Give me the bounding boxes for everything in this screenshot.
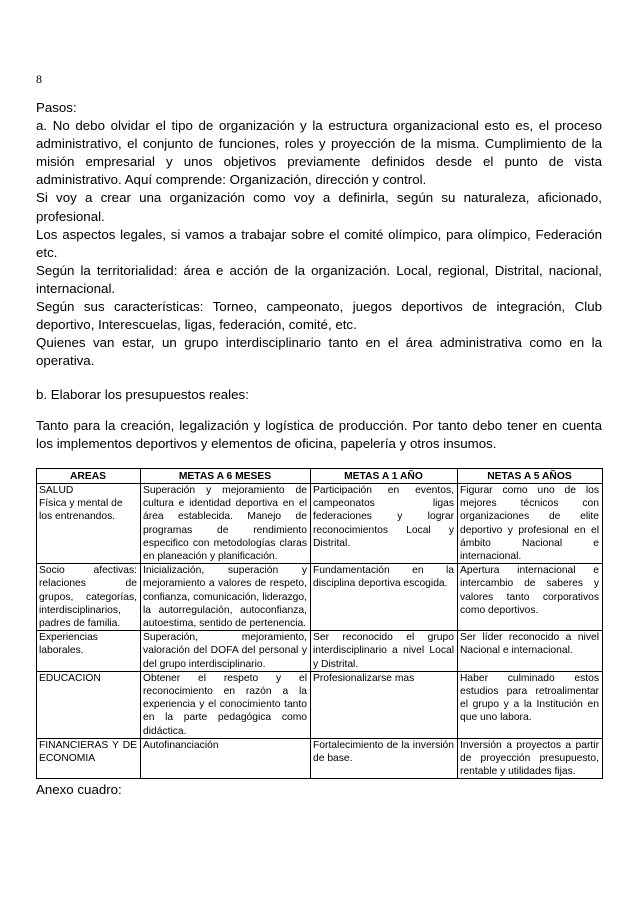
paragraph-quienes: Quienes van estar, un grupo interdisciplinario tanto en el área administrativa como en la operativa. — [36, 335, 602, 369]
table-cell: Fundamentación en la disciplina deportiva escogida. — [311, 564, 458, 631]
paragraph-b: b. Elaborar los presupuestos reales: — [36, 387, 249, 403]
table-cell: Inversión a proyectos a partir de proyección presupuesto, rentable y utilidades fijas. — [458, 738, 603, 779]
table-cell: FINANCIERAS Y DE ECONOMIA — [37, 738, 141, 779]
document-body — [36, 99, 602, 799]
table-cell: Profesionalizarse mas — [311, 671, 458, 738]
table-cell: Superación y mejoramiento de cultura e identidad deportiva en el área establecida. Manejo de programas de rendimiento especifico con metodologías claras en planeación y planificación. — [141, 483, 311, 563]
table-cell: Autofinanciación — [141, 738, 311, 779]
header-areas: AREAS — [37, 468, 141, 483]
table-cell: Haber culminado estos estudios para retroalimentar el grupo y a la Institución en que uno labora. — [458, 671, 603, 738]
header-1-year: METAS A 1 AÑO — [311, 468, 458, 483]
table-cell: Figurar como uno de los mejores técnicos con organizaciones de elite deportivo y profesional en el ámbito Nacional e internacional. — [458, 483, 603, 563]
table-cell: Apertura internacional e intercambio de saberes y valores tanto corporativos como deportivos. — [458, 564, 603, 631]
page-number: 8 — [36, 72, 42, 86]
table-cell: Fortalecimiento de la inversión de base. — [311, 738, 458, 779]
table-cell: EDUCACION — [37, 671, 141, 738]
paragraph-caracteristicas: Según sus características: Torneo, campeonato, juegos deportivos de integración, Club deportivo, Interescuelas, ligas, federación, comité, etc. — [36, 299, 602, 333]
table-cell: Ser líder reconocido a nivel Nacional e internacional. — [458, 631, 603, 672]
paragraph-a: a. No debo olvidar el tipo de organización y la estructura organizacional esto es, el proceso administrativo, el conjunto de funciones, roles y proyección de la misma. Cumplimiento de la misión empresarial y unos objetivos previamente definidos desde el punto de vista administrativo. Aquí comprende: Organización, dirección y control. — [36, 118, 602, 188]
table-cell: Socio afectivas: relaciones de grupos, categorías, interdisciplinarios, padres de familia. — [37, 564, 141, 631]
table-row — [37, 631, 603, 672]
table-row — [37, 483, 603, 563]
paragraph-territorialidad: Según la territorialidad: área e acción de la organización. Local, regional, Distrital, nacional, internacional. — [36, 262, 602, 296]
table-row — [37, 738, 603, 779]
table-cell: Participación en eventos, campeonatos ligas federaciones y lograr reconocimientos Local y Distrital. — [311, 483, 458, 563]
header-6-months: METAS A 6 MESES — [141, 468, 311, 483]
table-cell: Superación, mejoramiento, valoración del DOFA del personal y del grupo interdisciplinario. — [141, 631, 311, 672]
table-cell: Experiencias laborales. — [37, 631, 141, 672]
paragraph-pasos: Pasos: — [36, 100, 77, 115]
annex-label: Anexo cuadro: — [36, 782, 122, 798]
paragraph-organizacion: Si voy a crear una organización como voy a definirla, según su naturaleza, aficionado, profesional. — [36, 190, 602, 224]
table-cell: Inicialización, superación y mejoramiento a valores de respeto, confianza, comunicación, liderazgo, la autorregulación, autoconfianza, autoestima, sentido de pertenencia. — [141, 564, 311, 631]
paragraph-creacion: Tanto para la creación, legalización y logística de producción. Por tanto debo tener en cuenta los implementos deportivos y elementos de oficina, papelería y otros insumos. — [36, 417, 602, 451]
header-5-years: NETAS A 5 AÑOS — [458, 468, 603, 483]
table-row — [37, 671, 603, 738]
table-cell — [37, 483, 141, 563]
paragraph-aspectos-legales: Los aspectos legales, si vamos a trabajar sobre el comité olímpico, para olímpico, Federación etc. — [36, 226, 602, 260]
table-header-row — [37, 468, 603, 483]
table-row — [37, 564, 603, 631]
table-cell: Ser reconocido el grupo interdisciplinario a nivel Local y Distrital. — [311, 631, 458, 672]
goals-table — [36, 468, 603, 780]
cell-text: SALUD Física y mental de los entrenandos. — [39, 484, 123, 523]
table-cell: Obtener el respeto y el reconocimiento en razón a la experiencia y el conocimiento tanto en la parte pedagógica como didáctica. — [141, 671, 311, 738]
